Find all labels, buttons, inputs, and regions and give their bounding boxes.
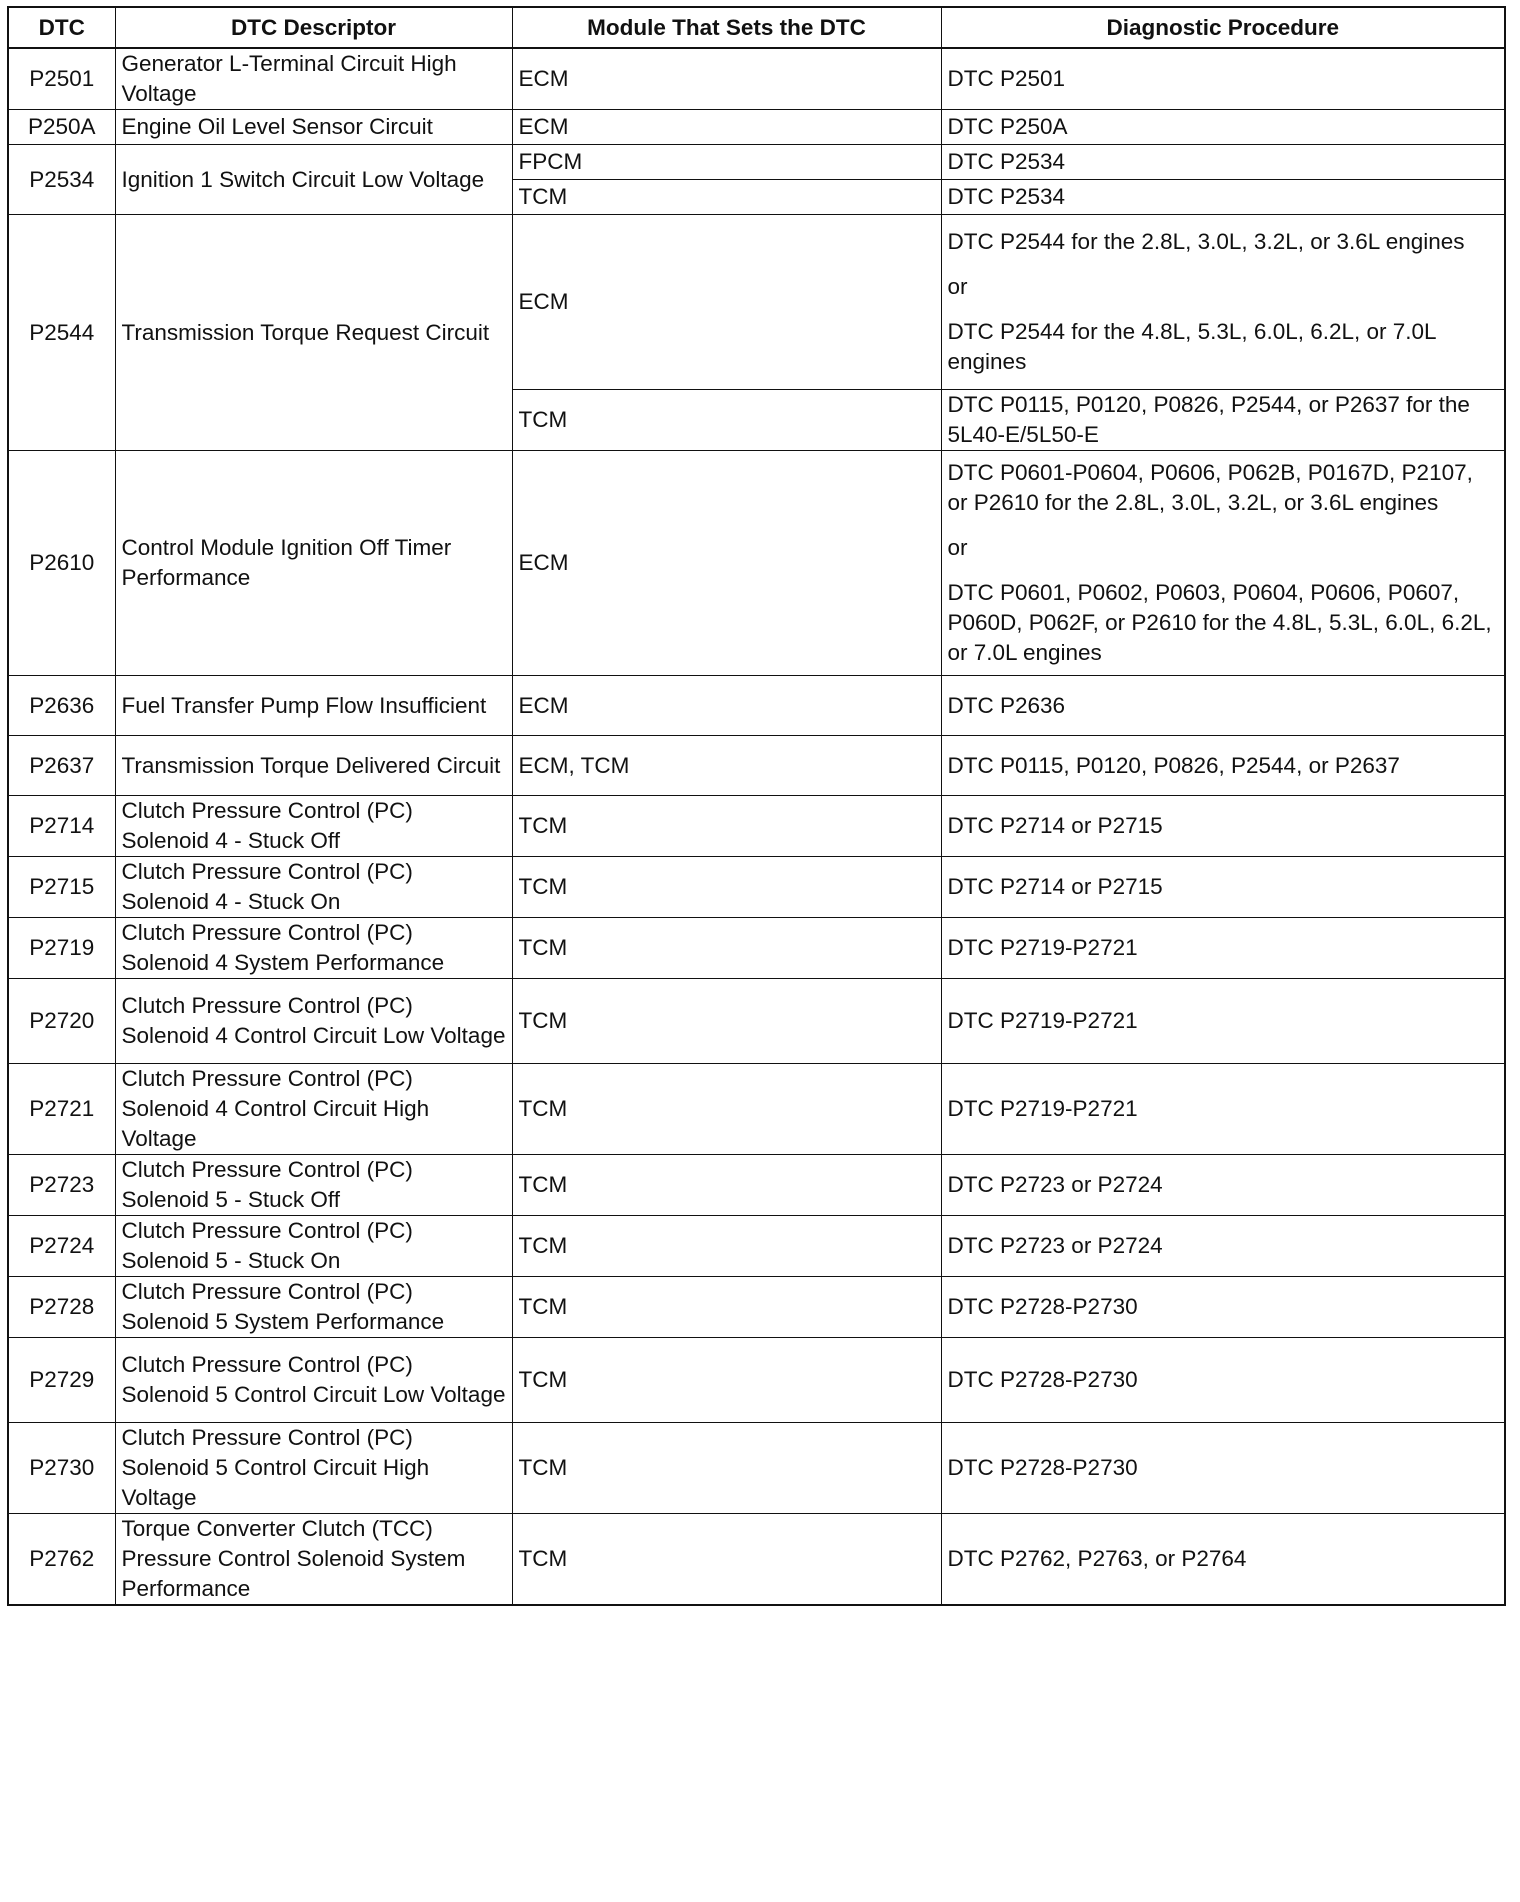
table-row [8,215,1505,390]
dtc-code: P2636 [8,676,115,736]
dtc-code: P2723 [8,1155,115,1216]
dtc-table-sheet [7,6,1504,1606]
dtc-descriptor: Torque Converter Clutch (TCC) Pressure Control Solenoid System Performance [115,1514,512,1606]
dtc-descriptor: Engine Oil Level Sensor Circuit [115,110,512,145]
table-row [8,1216,1505,1277]
dtc-descriptor: Transmission Torque Delivered Circuit [115,736,512,796]
module: TCM [512,1064,941,1155]
dtc-descriptor: Clutch Pressure Control (PC) Solenoid 5 - Stuck Off [115,1155,512,1216]
table-row [8,979,1505,1064]
procedure: DTC P2534 [941,180,1505,215]
procedure: DTC P2723 or P2724 [941,1155,1505,1216]
header-module: Module That Sets the DTC [512,7,941,48]
dtc-code: P2729 [8,1338,115,1423]
procedure-or: or [947,535,968,560]
table-row [8,918,1505,979]
table-row [8,1423,1505,1514]
module: ECM, TCM [512,736,941,796]
dtc-code: P2637 [8,736,115,796]
table-row [8,1338,1505,1423]
procedure: DTC P2723 or P2724 [941,1216,1505,1277]
table-row [8,1514,1505,1606]
table-row [8,857,1505,918]
dtc-descriptor: Clutch Pressure Control (PC) Solenoid 4 - Stuck Off [115,796,512,857]
table-row [8,145,1505,180]
module: TCM [512,180,941,215]
procedure [941,451,1505,676]
procedure-or: or [947,274,968,299]
dtc-code: P2762 [8,1514,115,1606]
procedure: DTC P2719-P2721 [941,918,1505,979]
procedure-option: DTC P0601, P0602, P0603, P0604, P0606, P0607, P060D, P062F, or P2610 for the 4.8L, 5.3L, 6.0L, 6.2L, or 7.0L engines [947,580,1492,665]
procedure: DTC P0115, P0120, P0826, P2544, or P2637 [941,736,1505,796]
table-row [8,451,1505,676]
module: TCM [512,857,941,918]
dtc-code: P250A [8,110,115,145]
procedure: DTC P2714 or P2715 [941,796,1505,857]
procedure: DTC P0115, P0120, P0826, P2544, or P2637 for the 5L40-E/5L50-E [941,390,1505,451]
procedure: DTC P2728-P2730 [941,1338,1505,1423]
dtc-descriptor: Fuel Transfer Pump Flow Insufficient [115,676,512,736]
procedure: DTC P250A [941,110,1505,145]
table-row [8,110,1505,145]
module: TCM [512,390,941,451]
table-row [8,48,1505,110]
table-row [8,676,1505,736]
procedure: DTC P2501 [941,48,1505,110]
procedure-option: DTC P0601-P0604, P0606, P062B, P0167D, P2107, or P2610 for the 2.8L, 3.0L, 3.2L, or 3.6L engines [947,460,1473,515]
module: ECM [512,676,941,736]
module: FPCM [512,145,941,180]
dtc-code: P2534 [8,145,115,215]
module: TCM [512,1514,941,1606]
dtc-code: P2715 [8,857,115,918]
procedure: DTC P2636 [941,676,1505,736]
dtc-descriptor: Clutch Pressure Control (PC) Solenoid 5 - Stuck On [115,1216,512,1277]
dtc-descriptor: Clutch Pressure Control (PC) Solenoid 5 Control Circuit High Voltage [115,1423,512,1514]
dtc-descriptor: Ignition 1 Switch Circuit Low Voltage [115,145,512,215]
procedure: DTC P2728-P2730 [941,1423,1505,1514]
module: TCM [512,1338,941,1423]
dtc-code: P2721 [8,1064,115,1155]
dtc-code: P2610 [8,451,115,676]
procedure-option: DTC P2544 for the 4.8L, 5.3L, 6.0L, 6.2L, or 7.0L engines [947,319,1436,374]
dtc-descriptor: Clutch Pressure Control (PC) Solenoid 4 System Performance [115,918,512,979]
table-row [8,736,1505,796]
procedure: DTC P2719-P2721 [941,979,1505,1064]
module: TCM [512,918,941,979]
dtc-descriptor: Transmission Torque Request Circuit [115,215,512,451]
dtc-code: P2714 [8,796,115,857]
module: TCM [512,1277,941,1338]
procedure: DTC P2762, P2763, or P2764 [941,1514,1505,1606]
dtc-descriptor: Control Module Ignition Off Timer Performance [115,451,512,676]
dtc-descriptor: Clutch Pressure Control (PC) Solenoid 5 Control Circuit Low Voltage [115,1338,512,1423]
procedure [941,215,1505,390]
module: TCM [512,1155,941,1216]
module: TCM [512,1423,941,1514]
dtc-code: P2544 [8,215,115,451]
module: ECM [512,48,941,110]
procedure: DTC P2728-P2730 [941,1277,1505,1338]
table-row [8,1064,1505,1155]
dtc-code: P2724 [8,1216,115,1277]
module: TCM [512,979,941,1064]
module: ECM [512,451,941,676]
dtc-code: P2720 [8,979,115,1064]
dtc-table [7,6,1506,1606]
header-descriptor: DTC Descriptor [115,7,512,48]
module: ECM [512,110,941,145]
module: TCM [512,796,941,857]
procedure: DTC P2534 [941,145,1505,180]
table-row [8,796,1505,857]
dtc-code: P2730 [8,1423,115,1514]
procedure: DTC P2714 or P2715 [941,857,1505,918]
table-row [8,1155,1505,1216]
header-procedure: Diagnostic Procedure [941,7,1505,48]
dtc-code: P2719 [8,918,115,979]
header-row [8,7,1505,48]
procedure-option: DTC P2544 for the 2.8L, 3.0L, 3.2L, or 3.6L engines [947,229,1465,254]
dtc-code: P2728 [8,1277,115,1338]
module: ECM [512,215,941,390]
procedure: DTC P2719-P2721 [941,1064,1505,1155]
dtc-descriptor: Clutch Pressure Control (PC) Solenoid 5 System Performance [115,1277,512,1338]
dtc-code: P2501 [8,48,115,110]
dtc-descriptor: Clutch Pressure Control (PC) Solenoid 4 - Stuck On [115,857,512,918]
dtc-descriptor: Clutch Pressure Control (PC) Solenoid 4 Control Circuit High Voltage [115,1064,512,1155]
dtc-descriptor: Clutch Pressure Control (PC) Solenoid 4 Control Circuit Low Voltage [115,979,512,1064]
table-row [8,1277,1505,1338]
module: TCM [512,1216,941,1277]
dtc-descriptor: Generator L-Terminal Circuit High Voltage [115,48,512,110]
header-dtc: DTC [8,7,115,48]
